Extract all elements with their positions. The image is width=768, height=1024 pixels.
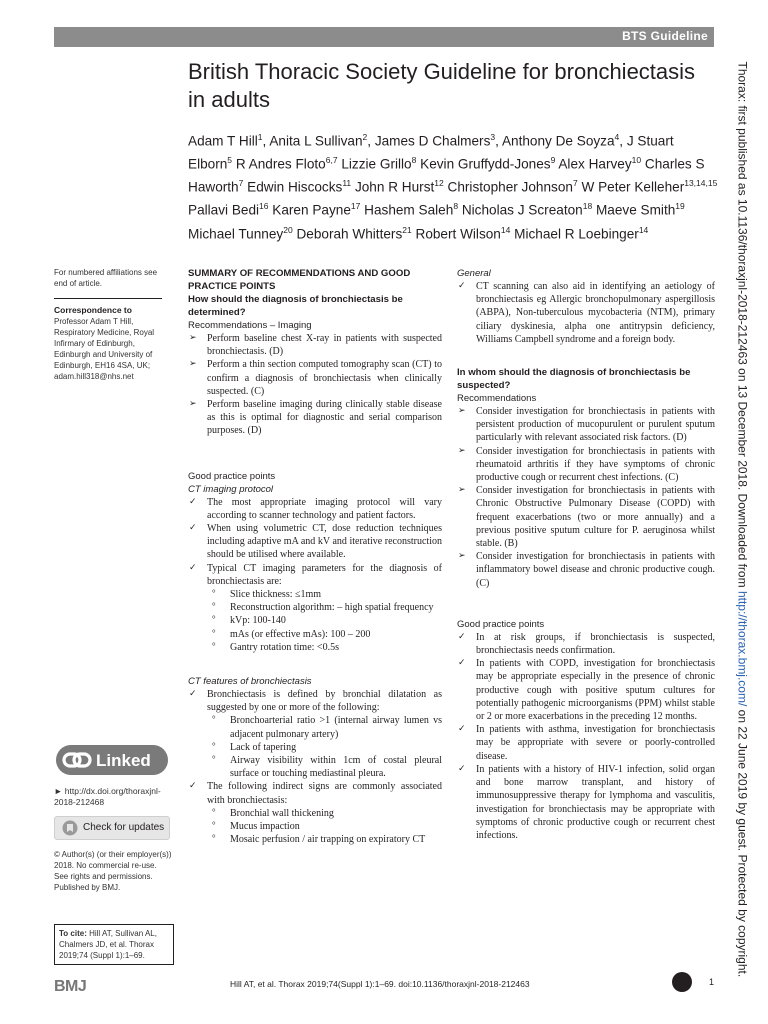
affiliation-number: 10 — [631, 155, 642, 166]
affiliation-number: 9 — [550, 155, 556, 166]
author-name: Nicholas J Screaton — [461, 202, 583, 218]
affiliation-number: 11 — [342, 178, 352, 189]
affiliation-number: 7 — [572, 178, 578, 189]
list-item: ✓ In patients with a history of HIV-1 infection, solid organ and bone marrow transplant, and history of immunosuppressive therapy for lymphoma and vasculitis, investigation for bronchiectasis may be appropriate with symptoms of chronic productive cough or recurrent chest infections. — [458, 763, 715, 841]
correspondence-heading: Correspondence to — [54, 305, 132, 315]
author-name: Hashem Saleh — [364, 202, 454, 218]
features-sublist — [188, 714, 442, 780]
affiliation-number: 14 — [638, 224, 649, 235]
footer-citation: Hill AT, et al. Thorax 2019;74(Suppl 1):1–69. doi:10.1136/thoraxjnl-2018-212463 — [230, 979, 530, 989]
list-item: ✓ CT scanning can also aid in identifying an aetiology of bronchiectasis eg Allergic bronchopulmonary aspergillosis (ABPA), Non-tuberculous mycobacteria (NTM), primary ciliary dyskinesia, alpha one antitrypsin deficiency, Williams Campbell syndrome and a foreign body. — [458, 281, 715, 345]
author-name: Michael R Loebinger — [514, 226, 639, 242]
bullet-icon: ° — [212, 833, 216, 844]
author-list: Adam T Hill$^1$, Anita L Sullivan$^2$, James D Chalmers$^3$, Anthony De Soyza$^4$, J Stuart Elborn$^5$ R Andres Floto$^{6,7}$ Lizzie Grillo$^8$ Kevin Gruffydd-Jones$^9$ Alex Harvey$^{10}$ Charles S Haworth$^7$ Edwin Hiscocks$^{11}$ John R Hurst$^{12}$ Christopher Johnson$^7$ W Peter Kelleher$^{13,14,15}$ Pallavi Bedi$^{16}$ Karen Payne$^{17}$ Hashem Saleh$^8$ Nicholas J Screaton$^{18}$ Maeve Smith$^{19}$ Michael Tunney$^{20}$ Deborah Whitters$^{21}$ Robert Wilson$^{14}$ Michael R Loebinger$^{14}$ — [188, 132, 718, 242]
list-item: ° Slice thickness: ≤1mm — [212, 588, 322, 601]
bmj-logo: BMJ — [54, 978, 87, 995]
good-practice-list — [457, 631, 715, 842]
author-name: Charles S Haworth — [188, 156, 705, 195]
list-item: ✓ The most appropriate imaging protocol will vary according to scanner technology and patient factors. — [189, 496, 442, 521]
affiliation-number: 21 — [402, 224, 412, 235]
affiliation-number: 12 — [434, 178, 444, 189]
arrow-bullet-icon: ➢ — [189, 359, 197, 370]
author-name: Anthony De Soyza — [501, 133, 615, 149]
list-item: ° Bronchial wall thickening — [212, 806, 334, 819]
good-practice-heading: Good practice points — [188, 470, 276, 482]
affiliation-number: 5 — [227, 155, 233, 166]
ct-features-heading: CT features of bronchiectasis — [188, 676, 312, 688]
arrow-bullet-icon: ➢ — [189, 399, 197, 410]
author-name: Alex Harvey — [558, 156, 632, 172]
cite-box — [54, 924, 174, 965]
list-item: ° Airway visibility within 1cm of costal pleural surface or touching mediastinal pleura. — [212, 754, 442, 780]
author-name: John R Hurst — [354, 179, 435, 195]
check-icon: ✓ — [458, 281, 466, 291]
list-item: ➢ Consider investigation for bronchiectasis in patients with Chronic Obstructive Pulmonary Disease (COPD) with frequent exacerbations (two or more annually) and a previous positive sputum culture for P. aeruginosa whilst stable. (B) — [458, 485, 715, 550]
arrow-bullet-icon: ➢ — [458, 406, 466, 417]
affiliation-number: 1 — [257, 132, 263, 142]
arrow-bullet-icon: ➢ — [458, 551, 466, 562]
arrow-bullet-icon: ➢ — [458, 485, 466, 496]
correspondence-text: Professor Adam T Hill, Respiratory Medicine, Royal Infirmary of Edinburgh, Edinburgh and University of Edinburgh, EH16 4SA, UK; adam.hill318@nhs.net — [54, 317, 155, 381]
linked-chain-icon — [56, 745, 168, 775]
author-name: Anita L Sullivan — [269, 133, 363, 149]
check-icon: ✓ — [189, 562, 197, 573]
check-icon: ✓ — [458, 631, 466, 642]
list-item: ✓ The following indirect signs are commonly associated with bronchiectasis: — [189, 781, 442, 806]
column-2 — [457, 267, 715, 842]
page-footer — [54, 975, 718, 999]
check-updates-label: Check for updates — [83, 822, 165, 833]
list-item: ✓ In patients with COPD, investigation for bronchiectasis may be appropriate especially in the presence of chronic productive cough with positive sputum cultures for potentially pathogenic microorganisms (PPM) whilst stable or 2 or more exacerbations in the preceding 12 months. — [458, 658, 715, 723]
list-item: ✓ In at risk groups, if bronchiectasis is suspected, bronchiectasis needs confirmation. — [458, 631, 715, 657]
check-icon: ✓ — [189, 781, 197, 792]
bullet-icon: ° — [212, 614, 216, 625]
affiliation-number: 2 — [362, 132, 368, 142]
bullet-icon: ° — [212, 601, 216, 612]
banner-label: BTS Guideline — [622, 29, 708, 43]
list-item: ° Gantry rotation time: <0.5s — [212, 640, 339, 653]
question-heading: How should the diagnosis of bronchiectasis be determined? — [188, 294, 403, 318]
author-name: J Stuart Elborn — [188, 133, 674, 172]
signs-sublist — [188, 807, 442, 847]
affiliation-number: 18 — [582, 201, 593, 212]
cite-text: Hill AT, Sullivan AL, Chalmers JD, et al. Thorax 2019;74 (Suppl 1):1–69. — [59, 929, 157, 960]
check-icon: ✓ — [189, 523, 197, 534]
page-number: 1 — [708, 977, 714, 987]
recommendations-imaging-heading: Recommendations – Imaging — [188, 320, 312, 331]
list-item: ➢ Perform baseline imaging during clinically stable disease as this is optimal for diagnostic and serial comparison purposes. (D) — [189, 399, 442, 437]
divider — [54, 298, 162, 299]
list-item: ✓ When using volumetric CT, dose reduction techniques including adaptive mA and kV and iterative reconstruction should be utilised where available. — [189, 523, 442, 561]
margin-download-note: Thorax: first published as 10.1136/thoraxjnl-2018-212463 on 13 December 2018. Downloaded from http://thorax.bmj.com/ on 22 June 2019 by guest. Protected by copyright. — [735, 61, 750, 978]
author-name: Michael Tunney — [188, 226, 284, 242]
affiliation-number: 14 — [500, 224, 511, 235]
author-name: Karen Payne — [272, 202, 351, 218]
author-name: Pallavi Bedi — [188, 202, 260, 218]
summary-heading: SUMMARY OF RECOMMENDATIONS AND GOOD PRACTICE POINTS — [188, 268, 411, 292]
affiliation-number: 17 — [350, 201, 361, 212]
correspondence-block — [54, 305, 172, 382]
author-name: Christopher Johnson — [447, 179, 573, 195]
list-item: ° kVp: 100-140 — [212, 614, 286, 627]
imaging-recommendations-list — [188, 332, 442, 438]
bullet-icon: ° — [212, 806, 216, 817]
thorax-link[interactable]: http://thorax.bmj.com/ — [735, 590, 750, 707]
bullet-icon: ° — [212, 627, 216, 638]
question-heading: In whom should the diagnosis of bronchiectasis be suspected? — [457, 367, 691, 392]
check-icon: ✓ — [189, 689, 197, 700]
author-name: Deborah Whitters — [296, 226, 403, 242]
general-heading: General — [457, 268, 491, 279]
bullet-icon: ° — [212, 740, 216, 751]
affiliation-number: 6,7 — [325, 155, 338, 166]
parameters-list — [188, 588, 442, 654]
list-item: ° mAs (or effective mAs): 100 – 200 — [212, 627, 371, 640]
list-item: ✓ Bronchiectasis is defined by bronchial dilatation as suggested by one or more of the following: — [189, 689, 442, 714]
affiliation-number: 7 — [238, 178, 244, 189]
ct-protocol-heading: CT imaging protocol — [188, 483, 274, 495]
affiliation-number: 3 — [490, 132, 496, 142]
list-item: ° Bronchoarterial ratio >1 (internal airway lumen vs adjacent pulmonary artery) — [212, 714, 442, 740]
list-item: ✓ Typical CT imaging parameters for the diagnosis of bronchiectasis are: — [189, 562, 442, 587]
list-item: ° Lack of tapering — [212, 740, 297, 753]
affiliation-number: 20 — [283, 224, 293, 235]
check-icon: ✓ — [189, 496, 197, 507]
doi-link[interactable]: ► http://dx.doi.org/thoraxjnl-2018-212468 — [54, 786, 161, 807]
author-name: Lizzie Grillo — [341, 156, 412, 172]
arrow-bullet-icon: ➢ — [458, 445, 466, 456]
list-item: ➢ Perform baseline chest X-ray in patients with suspected bronchiectasis. (D) — [189, 333, 442, 358]
recommendations-heading: Recommendations — [457, 393, 537, 405]
header-banner — [54, 27, 714, 47]
list-item: ✓ In patients with asthma, investigation for bronchiectasis may be appropriate with severe or poorly-controlled disease. — [458, 724, 715, 762]
affiliation-number: 8 — [453, 201, 459, 212]
bullet-icon: ° — [212, 588, 216, 599]
bookmark-icon — [61, 820, 79, 836]
author-name: Maeve Smith — [595, 202, 676, 218]
affiliation-number: 19 — [675, 201, 685, 212]
list-item: ° Mosaic perfusion / air trapping on expiratory CT — [212, 833, 426, 846]
linked-badge[interactable] — [56, 745, 168, 775]
check-icon: ✓ — [458, 763, 466, 774]
list-item: ➢ Consider investigation for bronchiectasis in patients with rheumatoid arthritis if they have symptoms of chronic productive cough or recurrent chest infections. (C) — [458, 445, 715, 484]
list-item: ➢ Consider investigation for bronchiectasis in patients with persistent production of mucopurulent or purulent sputum particularly with relevant associated risk factors. (D) — [458, 406, 715, 444]
protocol-list — [188, 496, 442, 588]
list-item: ➢ Perform a thin section computed tomography scan (CT) to confirm a diagnosis of bronchiectasis when clinically suspected. (C) — [189, 359, 442, 397]
arrow-bullet-icon: ➢ — [189, 333, 197, 343]
affiliation-number: 16 — [259, 201, 269, 212]
article-title: British Thoracic Society Guideline for bronchiectasis in adults — [188, 59, 696, 112]
recommendations-list — [457, 405, 715, 590]
author-name: R Andres Floto — [235, 156, 326, 172]
author-name: Edwin Hiscocks — [247, 179, 343, 195]
check-icon: ✓ — [458, 724, 466, 735]
linked-label: Linked — [96, 751, 151, 770]
bullet-icon: ° — [212, 640, 216, 651]
affiliation-number: 8 — [411, 155, 417, 166]
bullet-icon: ° — [212, 820, 216, 831]
author-name: James D Chalmers — [374, 133, 491, 149]
cite-label: To cite: — [59, 929, 87, 938]
author-name: Adam T Hill — [188, 133, 258, 149]
society-logo-icon — [672, 972, 692, 992]
bullet-icon: ° — [212, 714, 216, 725]
bullet-icon: ° — [212, 754, 216, 765]
author-name: Robert Wilson — [415, 226, 501, 242]
affiliation-number: 4 — [614, 132, 620, 142]
column-1 — [188, 267, 442, 847]
check-updates-button[interactable] — [54, 816, 170, 840]
license-text: © Author(s) (or their employer(s)) 2018. No commercial re-use. See rights and permissions. Published by BMJ. — [54, 850, 172, 892]
affiliation-number: 13,14,15 — [684, 178, 718, 189]
good-practice-heading: Good practice points — [457, 618, 545, 630]
list-item: ➢ Consider investigation for bronchiectasis in patients with inflammatory bowel disease and chronic productive cough. (C) — [458, 551, 715, 589]
list-item: ° Mucus impaction — [212, 820, 300, 833]
list-item: ° Reconstruction algorithm: – high spatial frequency — [212, 601, 434, 614]
author-name: W Peter Kelleher — [581, 179, 685, 195]
affiliation-note: For numbered affiliations see end of article. — [54, 268, 158, 288]
check-icon: ✓ — [458, 658, 466, 669]
author-name: Kevin Gruffydd-Jones — [420, 156, 551, 172]
